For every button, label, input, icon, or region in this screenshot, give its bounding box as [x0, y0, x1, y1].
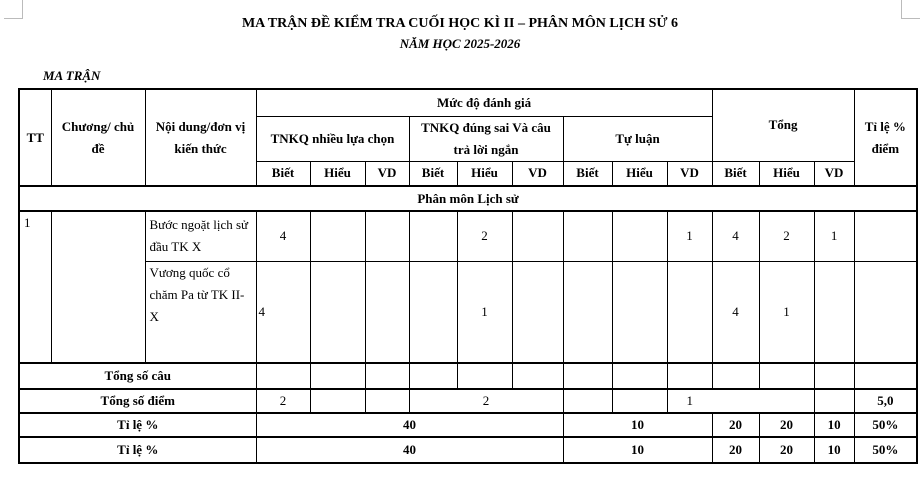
cell-value [563, 389, 612, 413]
cell-value [365, 363, 409, 389]
level-header: VD [814, 161, 854, 186]
cell-value: 1 [759, 261, 814, 363]
cell-value: 1 [667, 211, 712, 261]
cell-value: 4 [712, 211, 759, 261]
ti-le-tong-vd: 10 [814, 437, 854, 463]
cell-value [310, 261, 365, 363]
ti-le-tong-biet: 20 [712, 437, 759, 463]
cell-value [310, 389, 365, 413]
ti-le-diem: 5,0 [854, 389, 917, 413]
cell-value [759, 363, 814, 389]
ti-le-total: 50% [854, 413, 917, 437]
header-muc-do: Mức độ đánh giá [256, 89, 712, 116]
header-tu-luan: Tự luận [563, 116, 712, 161]
tong-so-diem-row [19, 389, 917, 413]
matrix-table [18, 88, 918, 464]
cell-value [457, 363, 512, 389]
ti-le-label: Tỉ lệ % [19, 437, 256, 463]
ti-le-tu-luan: 10 [563, 413, 712, 437]
ti-le-label: Tỉ lệ % [19, 413, 256, 437]
ti-le-row [19, 437, 917, 463]
cell-value: 4 [256, 261, 310, 363]
cell-value [512, 261, 563, 363]
cell-value [667, 261, 712, 363]
header-tt: TT [19, 89, 51, 186]
level-header: Biết [563, 161, 612, 186]
cell-value [563, 363, 612, 389]
level-header: Hiểu [310, 161, 365, 186]
tong-so-cau-label: Tổng số câu [19, 363, 256, 389]
cell-value: 4 [712, 261, 759, 363]
table-row [19, 261, 917, 363]
cell-value: 1 [814, 211, 854, 261]
level-header: VD [512, 161, 563, 186]
cell-value [612, 211, 667, 261]
level-header: VD [365, 161, 409, 186]
tong-so-cau-row [19, 363, 917, 389]
cell-value [854, 211, 917, 261]
cell-value [814, 261, 854, 363]
level-header: Biết [256, 161, 310, 186]
ti-le-tu-luan: 10 [563, 437, 712, 463]
cell-value [365, 261, 409, 363]
cell-value [563, 261, 612, 363]
header-ti-le: Tỉ lệ % điểm [854, 89, 917, 186]
cell-value [409, 211, 457, 261]
cell-value [563, 211, 612, 261]
cell-value: 2 [759, 211, 814, 261]
ti-le-tong-hieu: 20 [759, 437, 814, 463]
ti-le-tnkq: 40 [256, 437, 563, 463]
ti-le-tong-biet: 20 [712, 413, 759, 437]
cell-value [854, 261, 917, 363]
cell-value [667, 363, 712, 389]
cell-value [854, 363, 917, 389]
cell-value [310, 363, 365, 389]
cell-value [365, 389, 409, 413]
cell-value [814, 363, 854, 389]
cell-value [512, 211, 563, 261]
cell-value: 4 [256, 211, 310, 261]
cell-value [612, 389, 667, 413]
level-header: Hiểu [457, 161, 512, 186]
header-chuong: Chương/ chủ đề [51, 89, 145, 186]
ti-le-tnkq: 40 [256, 413, 563, 437]
ti-le-tong-vd: 10 [814, 413, 854, 437]
cell-value [256, 363, 310, 389]
tu-luan-vd-diem: 1 [667, 389, 712, 413]
ti-le-total: 50% [854, 437, 917, 463]
cell-value [310, 211, 365, 261]
dung-sai-diem: 2 [409, 389, 563, 413]
header-noi-dung: Nội dung/đơn vị kiến thức [145, 89, 256, 186]
cell-value [512, 363, 563, 389]
header-tong: Tổng [712, 89, 854, 161]
cell-value [712, 363, 759, 389]
cell-tt: 1 [19, 211, 51, 363]
tong-so-diem-label: Tổng số điểm [19, 389, 256, 413]
cell-value [409, 261, 457, 363]
cell-noi-dung: Bước ngoặt lịch sử đầu TK X [145, 211, 256, 261]
document-title: MA TRẬN ĐỀ KIỂM TRA CUỐI HỌC KÌ II – PHÂN MÔN LỊCH SỬ 6 [241, 16, 679, 31]
level-header: Hiểu [612, 161, 667, 186]
cell-noi-dung: Vương quốc cổ chăm Pa từ TK II-X [145, 261, 256, 363]
tnkq-biet-diem: 2 [256, 389, 310, 413]
cell-value [365, 211, 409, 261]
cell-value [814, 389, 854, 413]
header-tnkq-nhieu: TNKQ nhiều lựa chọn [256, 116, 409, 161]
ti-le-row [19, 413, 917, 437]
cell-value: 2 [457, 211, 512, 261]
cell-value [409, 363, 457, 389]
document-subtitle: NĂM HỌC 2025-2026 [399, 36, 521, 51]
cell-value [759, 389, 814, 413]
level-header: VD [667, 161, 712, 186]
cell-value [612, 363, 667, 389]
table-row [19, 211, 917, 261]
section-label: MA TRẬN [43, 68, 101, 83]
level-header: Hiểu [759, 161, 814, 186]
cell-value [712, 389, 759, 413]
cell-chuong [51, 211, 145, 363]
level-header: Biết [712, 161, 759, 186]
level-header: Biết [409, 161, 457, 186]
cell-value [612, 261, 667, 363]
ti-le-tong-hieu: 20 [759, 413, 814, 437]
cell-value: 1 [457, 261, 512, 363]
header-tnkq-dung-sai: TNKQ đúng sai Và câu trả lời ngắn [409, 116, 563, 161]
section-row: Phân môn Lịch sử [19, 186, 917, 211]
